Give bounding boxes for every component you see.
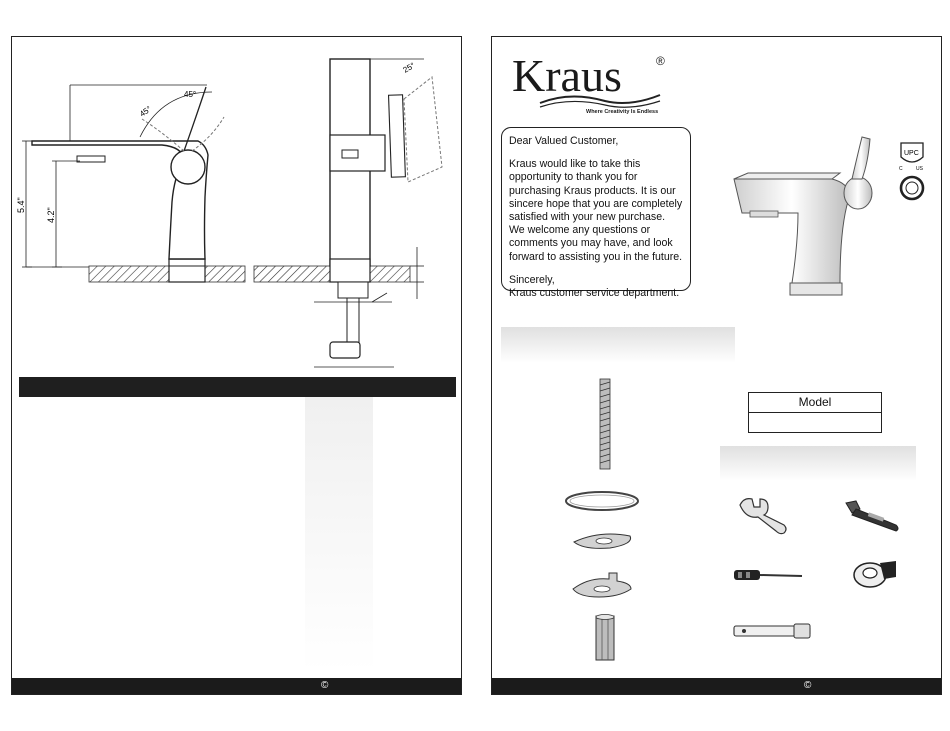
model-value — [749, 413, 881, 433]
angle-front-1: 45° — [137, 104, 154, 119]
tools-needed-header — [720, 446, 916, 481]
dim-height-total: 5.4" — [16, 197, 26, 213]
threaded-rod-icon — [595, 377, 615, 473]
copyright-left: © — [321, 680, 329, 691]
faucet-wrench-icon — [736, 495, 790, 535]
adjustable-wrench-icon — [842, 499, 902, 533]
specifications-header-bar — [19, 377, 456, 397]
angle-side: 25° — [401, 60, 417, 75]
footer-bar-right — [492, 678, 941, 694]
kraus-logo — [510, 45, 690, 117]
upc-certification-icon — [898, 141, 926, 171]
letter-body: Kraus would like to take this opportunity to thank you for purchasing Kraus products. It is our sincere hope that you are completely satisfied with your new purchase. We welcome any questions or comments you may have, and look forward to assisting you in the future. — [509, 158, 683, 263]
included-parts-header — [501, 327, 735, 363]
registered-mark: ® — [656, 54, 665, 68]
model-box — [748, 392, 882, 433]
socket-wrench-tube-icon — [732, 621, 816, 641]
left-page — [11, 36, 462, 695]
right-page — [491, 36, 942, 695]
hex-nut-icon — [593, 613, 617, 663]
model-label: Model — [749, 393, 881, 413]
shaded-column — [305, 397, 373, 672]
letter-signature: Kraus customer service department. — [509, 287, 680, 300]
horseshoe-washer-icon — [570, 528, 636, 552]
bracket-washer-icon — [569, 571, 635, 601]
upc-sub-right: US — [916, 166, 923, 172]
upc-mark-text: UPC — [904, 150, 919, 157]
angle-front-2: 45° — [184, 90, 197, 99]
screwdriver-icon — [732, 567, 806, 583]
footer-bar-left — [12, 678, 461, 694]
brand-name: Kraus — [512, 50, 622, 101]
customer-letter — [501, 127, 691, 300]
copyright-right: © — [804, 680, 812, 691]
dim-height-spout: 4.2" — [46, 207, 56, 223]
plumbers-tape-icon — [850, 555, 900, 591]
letter-greeting: Dear Valued Customer, — [509, 135, 619, 147]
letter-closing: Sincerely, — [509, 273, 555, 286]
side-view-drawing — [12, 37, 463, 377]
upc-sub-left: C — [899, 166, 903, 172]
ring-seal-icon — [899, 175, 925, 201]
faucet-illustration — [722, 133, 882, 303]
o-ring-icon — [562, 488, 642, 514]
brand-tagline: Where Creativity Is Endless — [586, 109, 659, 115]
